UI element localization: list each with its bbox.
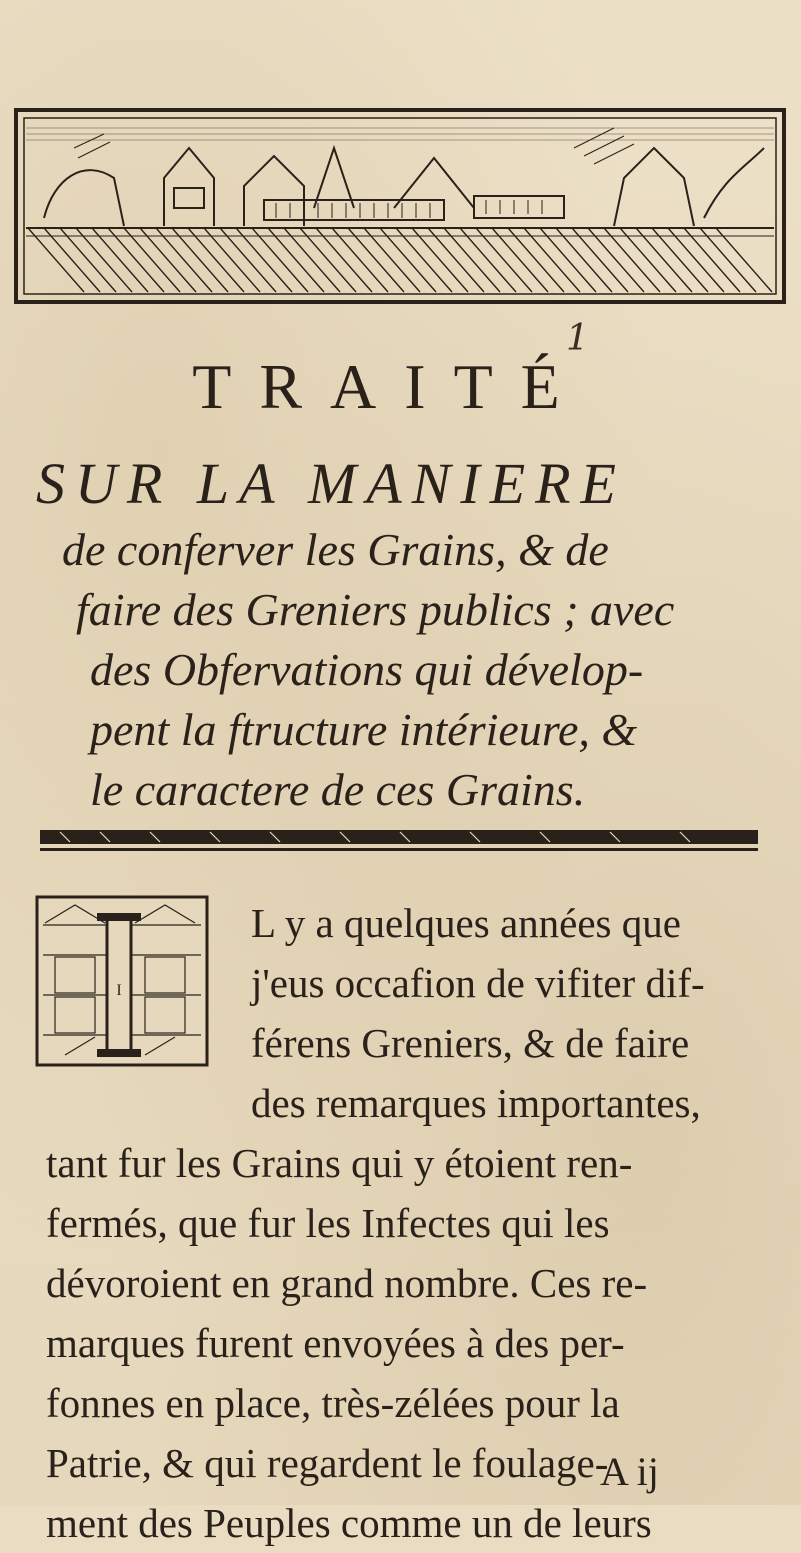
drop-cap-letter: I xyxy=(116,982,122,999)
body-line: fermés, que fur les Infectes qui les xyxy=(46,1200,610,1246)
subtitle-line: pent la ftructure intérieure, & xyxy=(90,704,638,755)
body-line: dévoroient en grand nombre. Ces re- xyxy=(46,1260,648,1306)
subtitle-line: de conferver les Grains, & de xyxy=(62,524,609,575)
subtitle-line: faire des Greniers publics ; avec xyxy=(76,584,675,635)
body-line: ment des Peuples comme un de leurs xyxy=(46,1500,652,1546)
subtitle-heading: SUR LA MANIERE xyxy=(36,451,626,516)
page-title: TRAITÉ xyxy=(192,351,588,422)
subtitle-line: le caractere de ces Grains. xyxy=(90,764,586,815)
body-line: férens Greniers, & de faire xyxy=(251,1020,690,1066)
body-line: L y a quelques années que xyxy=(251,900,681,946)
subtitle-block xyxy=(62,520,792,820)
subtitle-line: des Obfervations qui dévelop- xyxy=(90,644,644,695)
body-line: tant fur les Grains qui y étoient ren- xyxy=(46,1140,633,1186)
body-line: Patrie, & qui regardent le foulage- xyxy=(46,1440,609,1486)
body-line: marques furent envoyées à des per- xyxy=(46,1320,625,1366)
body-line: fonnes en place, très-zélées pour la xyxy=(46,1380,620,1426)
body-text xyxy=(46,893,776,1553)
page-number: 1 xyxy=(566,318,589,359)
engraved-headpiece-ornament xyxy=(14,108,786,304)
signature-mark: A ij xyxy=(600,1449,659,1494)
ornamental-rule xyxy=(40,830,758,856)
body-line: des remarques importantes, xyxy=(251,1080,701,1126)
body-line: j'eus occafion de vifiter dif- xyxy=(251,960,705,1006)
